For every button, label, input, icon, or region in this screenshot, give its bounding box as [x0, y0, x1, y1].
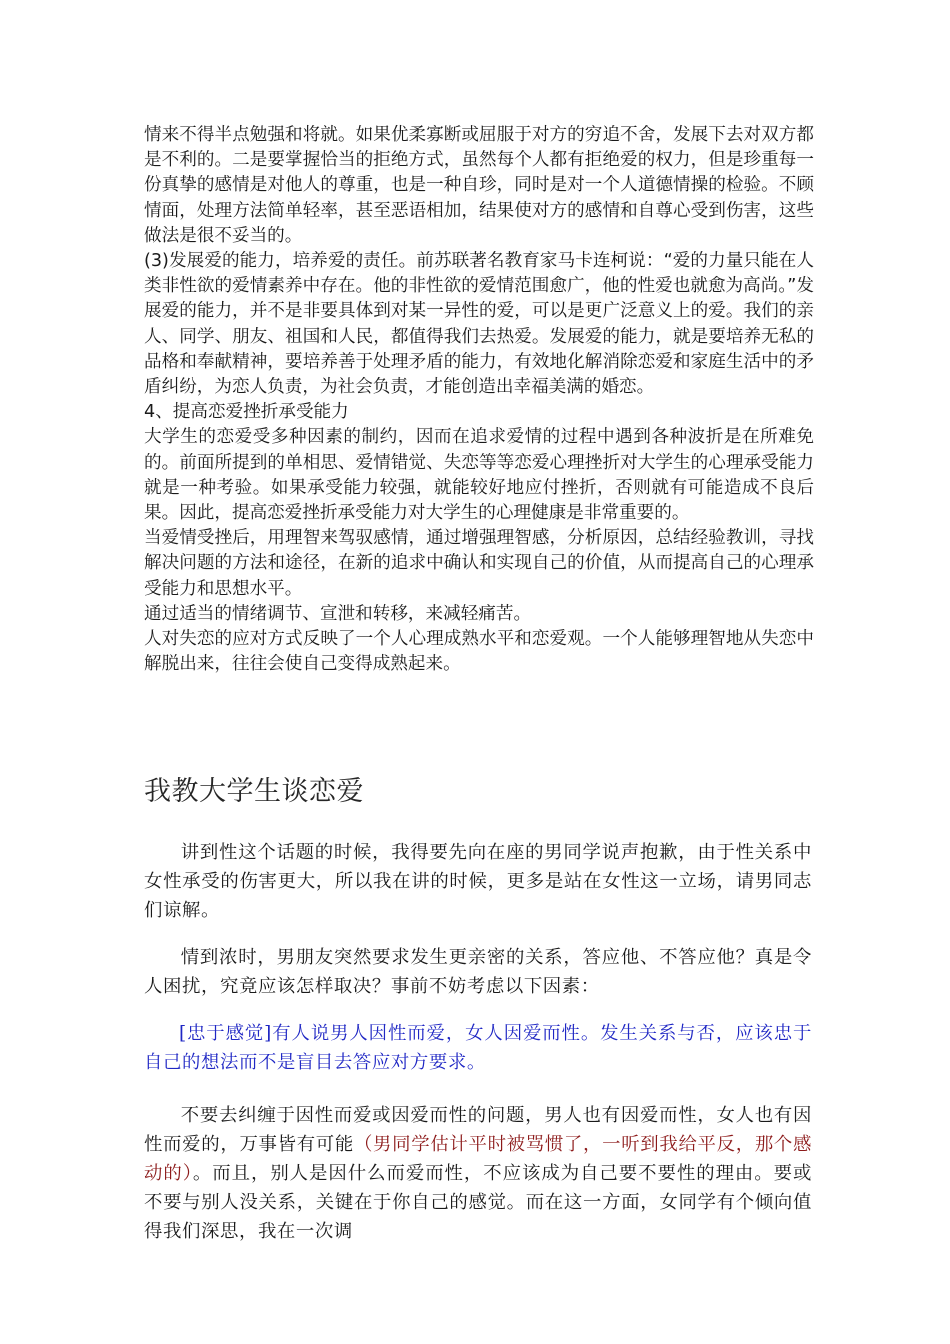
paragraph-frustration-intro: 大学生的恋爱受多种因素的制约，因而在追求爱情的过程中遇到各种波折是在所难免的。前面所提到的单相思、爱情错觉、失恋等等恋爱心理挫折对大学生的心理承受能力就是一种考验。如果承受能力较强，就能较好地应付挫折，否则就有可能造成不良后果。因此，提高恋爱挫折承受能力对大学生的心理健康是非常重要的。 [144, 427, 814, 524]
article-title: 我教大学生谈恋爱 [144, 776, 364, 807]
article-paragraph-feelings-highlight: [忠于感觉]有人说男人因性而爱，女人因爱而性。发生关系与否，应该忠于自己的想法而不是盲目去答应对方要求。 [144, 1023, 812, 1073]
section-love-education-text [144, 123, 814, 677]
paragraph-maturity: 人对失恋的应对方式反映了一个人心理成熟水平和恋爱观。一个人能够理智地从失恋中解脱出来，往往会使自己变得成熟起来。 [144, 629, 814, 675]
discussion-text-start: 不要去纠缠于因性而爱或因爱而性的问题，男人也有因爱而性，女人也有因性而爱的，万事皆有可能 [144, 1105, 812, 1155]
paragraph-refusal: 情来不得半点勉强和将就。如果优柔寡断或屈服于对方的穷追不舍，发展下去对双方都是不利的。二是要掌握恰当的拒绝方式，虽然每个人都有拒绝爱的权力，但是珍重每一份真挚的感情是对他人的尊重，也是一种自珍，同时是对一个人道德情操的检验。不顾情面，处理方法简单轻率，甚至恶语相加，结果使对方的感情和自尊心受到伤害，这些做法是很不妥当的。 [144, 125, 814, 246]
article-paragraph-dilemma: 情到浓时，男朋友突然要求发生更亲密的关系，答应他、不答应他？真是令人困扰，究竟应该怎样取决？事前不妨考虑以下因素： [144, 947, 812, 997]
paragraph-reason: 当爱情受挫后，用理智来驾驭感情，通过增强理智感，分析原因，总结经验教训，寻找解决问题的方法和途径，在新的追求中确认和实现自己的价值，从而提高自己的心理承受能力和思想水平。 [144, 528, 814, 599]
article-paragraph-discussion [144, 1101, 812, 1246]
article-paragraph-apology: 讲到性这个话题的时候，我得要先向在座的男同学说声抱歉，由于性关系中女性承受的伤害更大，所以我在讲的时候，更多是站在女性这一立场，请男同志们谅解。 [144, 842, 812, 921]
subheading-frustration: 4、提高恋爱挫折承受能力 [144, 402, 349, 423]
paragraph-emotion: 通过适当的情绪调节、宣泄和转移，来减轻痛苦。 [144, 603, 532, 624]
article-body [144, 838, 812, 1264]
paragraph-develop-love: (3)发展爱的能力，培养爱的责任。前苏联著名教育家马卡连柯说：“爱的力量只能在人类非性欲的爱情素养中存在。他的非性欲的爱情范围愈广，他的性爱也就愈为高尚。”发展爱的能力，并不是非要具体到对某一异性的爱，可以是更广泛意义上的爱。我们的亲人、同学、朋友、祖国和人民，都值得我们去热爱。发展爱的能力，就是要培养无私的品格和奉献精神，要培养善于处理矛盾的能力，有效地化解消除恋爱和家庭生活中的矛盾纠纷，为恋人负责，为社会负责，才能创造出幸福美满的婚恋。 [144, 251, 814, 398]
discussion-text-end: 。而且，别人是因什么而爱而性，不应该成为自己要不要性的理由。要或不要与别人没关系，关键在于你自己的感觉。而在这一方面，女同学有个倾向值得我们深思，我在一次调 [144, 1163, 813, 1242]
discussion-aside-note: （男同学估计平时被骂惯了，一听到我给平反，那个感动的） [144, 1134, 812, 1184]
